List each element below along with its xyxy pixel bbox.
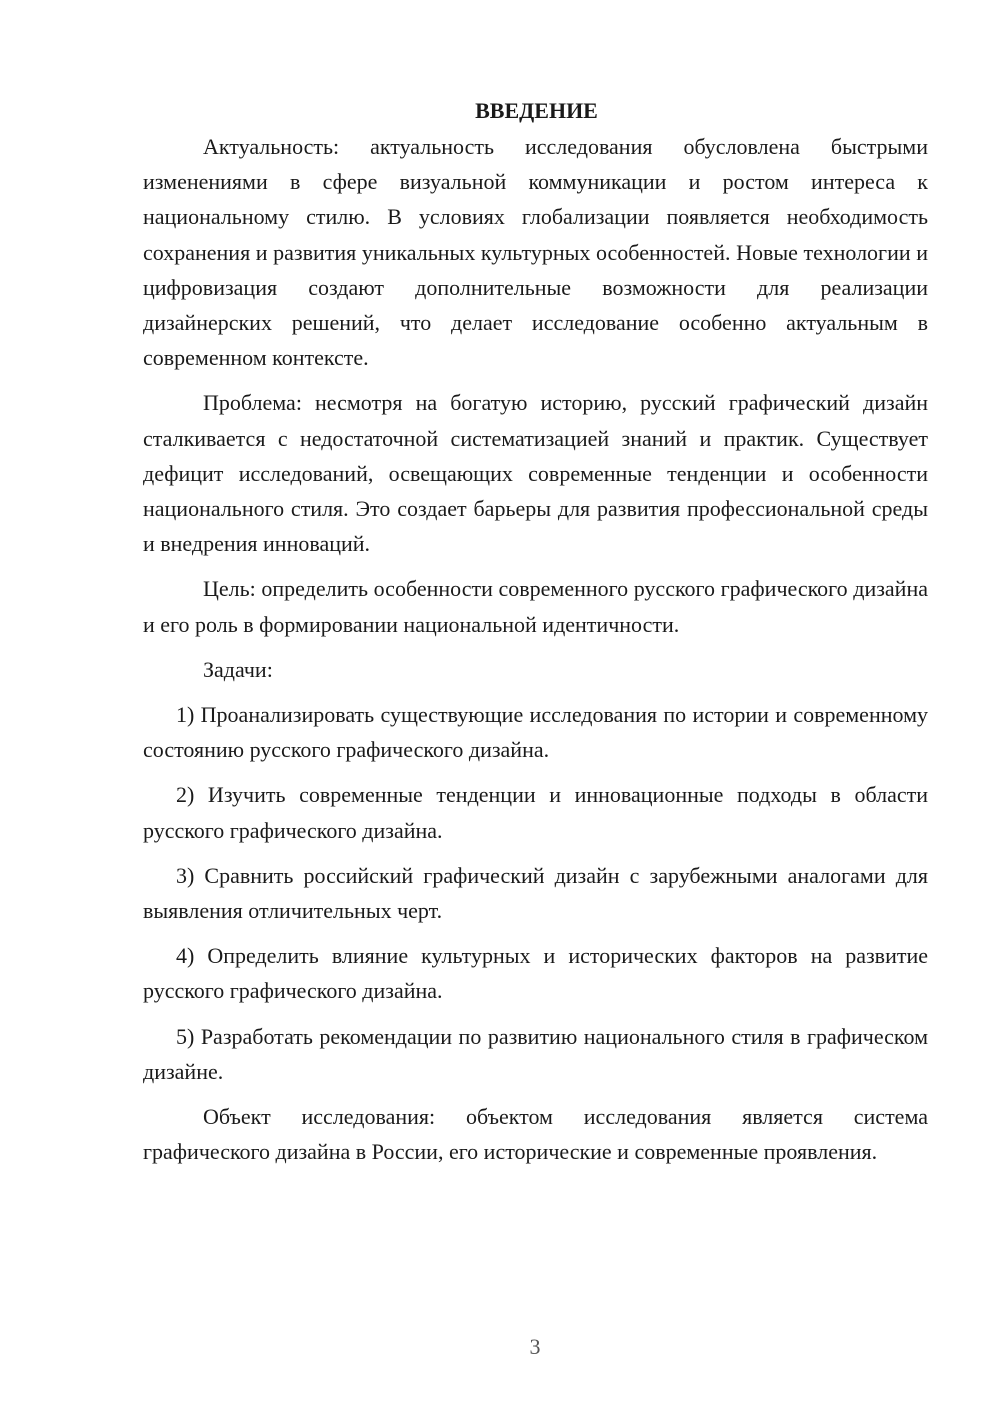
task-item-5: 5) Разработать рекомендации по развитию национального стиля в графическом дизайне. [143, 1023, 928, 1084]
section-heading: ВВЕДЕНИЕ [475, 98, 598, 123]
relevance-paragraph: Актуальность: актуальность исследования обусловлена быстрыми изменениями в сфере визуальной коммуникации и ростом интереса к национальному стилю. В условиях глобализации появляется необходимость сохранения и развития уникальных культурных особенностей. Новые технологии и цифровизация создают дополнительные возможности для реализации дизайнерских решений, что делает исследование особенно актуальным в современном контексте. [143, 134, 928, 371]
goal-paragraph: Цель: определить особенности современного русского графического дизайна и его роль в формировании национальной идентичности. [143, 576, 928, 637]
problem-paragraph: Проблема: несмотря на богатую историю, русский графический дизайн сталкивается с недостаточной систематизацией знаний и практик. Существует дефицит исследований, освещающих современные тенденции и особенности национального стиля. Это создает барьеры для развития профессиональной среды и внедрения инноваций. [143, 390, 928, 557]
task-item-2: 2) Изучить современные тенденции и инновационные подходы в области русского графического дизайна. [143, 782, 928, 843]
object-paragraph: Объект исследования: объектом исследования является система графического дизайна в России, его исторические и современные проявления. [143, 1104, 928, 1165]
tasks-label: Задачи: [203, 656, 273, 682]
task-item-4: 4) Определить влияние культурных и исторических факторов на развитие русского графического дизайна. [143, 943, 928, 1004]
document-page [143, 95, 928, 1179]
task-item-1: 1) Проанализировать существующие исследования по истории и современному состоянию русского графического дизайна. [143, 702, 928, 763]
task-item-3: 3) Сравнить российский графический дизайн с зарубежными аналогами для выявления отличительных черт. [143, 862, 928, 924]
page-number: 3 [529, 1334, 541, 1359]
